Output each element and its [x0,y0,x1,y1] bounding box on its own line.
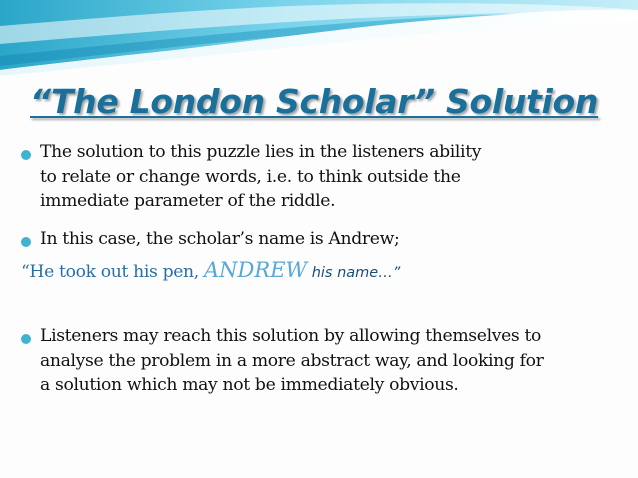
quote-ending: his name…” [307,265,401,281]
bullet-text-line: immediate parameter of the riddle. [40,191,336,211]
bullet-marker [21,334,31,344]
bullet-text-line: In this case, the scholar’s name is Andrew; [40,229,400,249]
bullet-text-line: analyse the problem in a more abstract way, and looking for [40,350,544,371]
quote-text: “He took out his pen, [21,262,204,282]
bullet-text-line: Listeners may reach this solution by allowing themselves to [40,326,542,346]
bullet-item [40,140,615,214]
bullet-marker [21,237,31,247]
bullet-item [40,324,615,398]
riddle-quote [21,258,400,282]
wave-header-decoration [0,0,638,80]
bullet-text-line: The solution to this puzzle lies in the listeners ability [40,142,482,162]
bullet-text-line: to relate or change words, i.e. to think outside the [40,166,461,187]
bullet-item [40,227,615,252]
bullet-text-line: a solution which may not be immediately obvious. [40,375,459,395]
quote-highlighted-name: ANDREW [204,258,308,282]
bullet-marker [21,150,31,160]
slide-title: “The London Scholar” Solution [30,82,599,121]
